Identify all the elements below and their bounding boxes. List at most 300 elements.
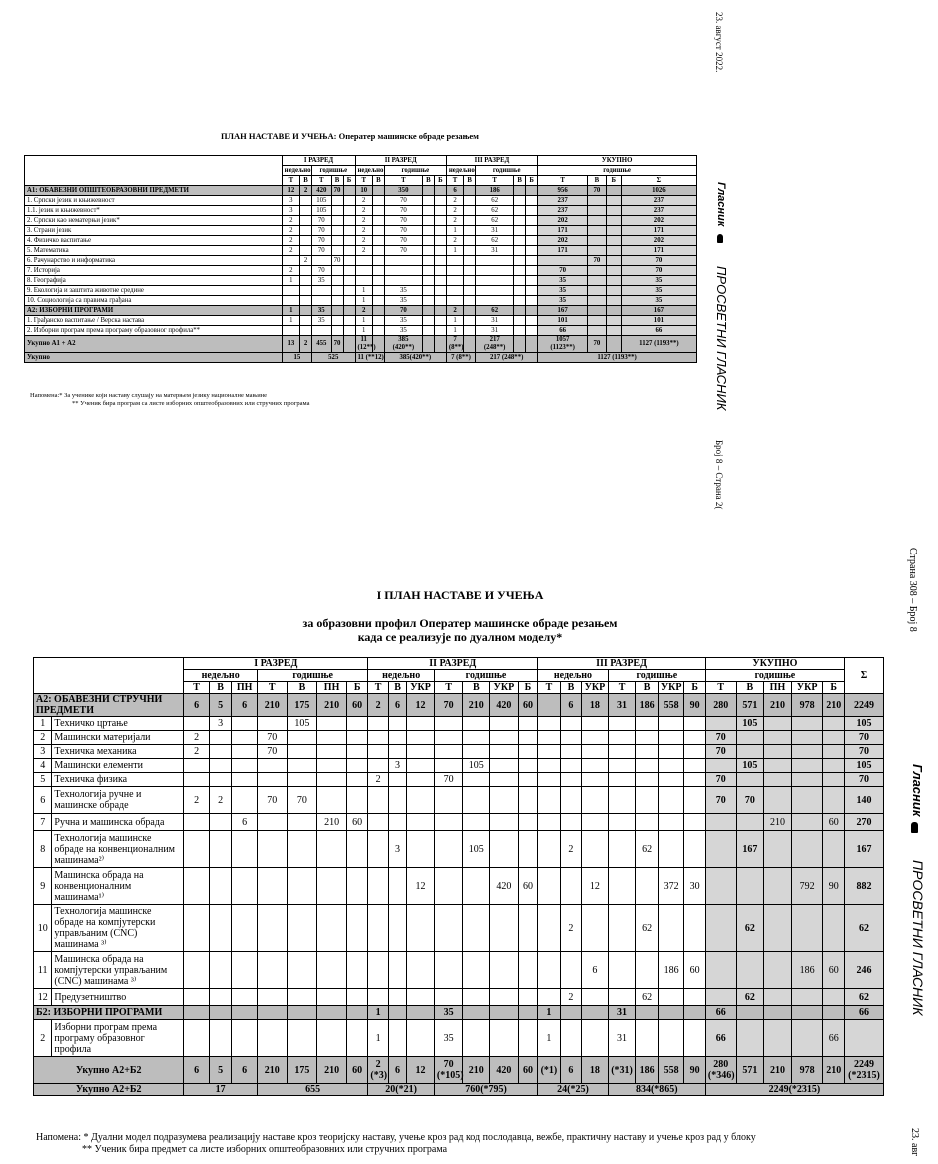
cell-value xyxy=(588,306,606,316)
cell-value xyxy=(588,246,606,256)
total-value: 15 xyxy=(282,353,311,363)
cell-value xyxy=(606,266,621,276)
header-row xyxy=(25,156,697,166)
total-value: 60 xyxy=(346,1057,367,1084)
cell-value xyxy=(463,773,490,787)
total-value: 1057 (1123**) xyxy=(538,336,588,353)
cell-value: 2 xyxy=(282,216,299,226)
cell-value: 35 xyxy=(538,276,588,286)
header-col: Т xyxy=(476,176,514,186)
cell-value xyxy=(791,787,823,814)
cell-value xyxy=(388,745,406,759)
cell-value xyxy=(300,196,312,206)
cell-value: 105 xyxy=(287,717,317,731)
footnotes-bottom xyxy=(36,1132,756,1156)
cell-value xyxy=(257,831,287,868)
total-value: 525 xyxy=(312,353,356,363)
total-value: 70 (*105) xyxy=(434,1057,463,1084)
cell-value: 6 xyxy=(232,694,258,717)
cell-value: 1 xyxy=(368,1020,388,1057)
cell-value xyxy=(287,773,317,787)
cell-value xyxy=(658,787,684,814)
cell-value xyxy=(232,1020,258,1057)
cell-value: 62 xyxy=(844,989,883,1006)
cell-value xyxy=(446,286,463,296)
total-row xyxy=(34,1084,884,1096)
header-sigma: Σ xyxy=(844,658,883,694)
total-value: 217 (248**) xyxy=(476,353,538,363)
cell-value xyxy=(331,196,343,206)
cell-value xyxy=(434,306,446,316)
cell-value xyxy=(684,759,706,773)
total-value xyxy=(343,336,355,353)
cell-value xyxy=(490,717,519,731)
cell-value: 2 xyxy=(209,787,231,814)
cell-value xyxy=(490,814,519,831)
cell-value xyxy=(764,773,792,787)
cell-value xyxy=(407,717,435,731)
cell-value xyxy=(463,717,490,731)
cell-value xyxy=(407,731,435,745)
footnotes-top xyxy=(30,392,310,408)
cell-value xyxy=(209,731,231,745)
cell-value: 105 xyxy=(312,206,332,216)
plan-title-bottom: I ПЛАН НАСТАВЕ И УЧЕЊА xyxy=(376,588,544,602)
cell-value xyxy=(582,905,609,952)
cell-value xyxy=(434,276,446,286)
subject-name: 9. Екологија и заштита животне средине xyxy=(25,286,283,296)
total-value: 655 xyxy=(257,1084,367,1096)
cell-value xyxy=(476,266,514,276)
cell-value xyxy=(343,286,355,296)
cell-value xyxy=(257,989,287,1006)
cell-value xyxy=(372,286,384,296)
cell-value: 202 xyxy=(538,216,588,226)
cell-value xyxy=(346,905,367,952)
cell-value xyxy=(317,868,347,905)
table-row xyxy=(25,316,697,326)
cell-value xyxy=(538,256,588,266)
cell-value xyxy=(407,1020,435,1057)
cell-value: 571 xyxy=(736,694,764,717)
cell-value: 6 xyxy=(560,694,581,717)
cell-value: 956 xyxy=(538,186,588,196)
cell-value xyxy=(514,186,526,196)
cell-value xyxy=(257,717,287,731)
row-number: 12 xyxy=(34,989,52,1006)
cell-value xyxy=(705,989,736,1006)
cell-value xyxy=(346,831,367,868)
total-value: 6 xyxy=(184,1057,210,1084)
header-col: УКР xyxy=(582,682,609,694)
cell-value xyxy=(388,717,406,731)
cell-value xyxy=(282,296,299,306)
cell-value xyxy=(490,989,519,1006)
cell-value xyxy=(300,296,312,306)
cell-value: 105 xyxy=(736,717,764,731)
cell-value xyxy=(422,186,434,196)
cell-value xyxy=(434,731,463,745)
cell-value xyxy=(514,296,526,306)
cell-value: 2 xyxy=(446,306,463,316)
cell-value xyxy=(446,296,463,306)
cell-value xyxy=(346,773,367,787)
header-grade-1: I РАЗРЕД xyxy=(184,658,368,670)
cell-value xyxy=(560,787,581,814)
cell-value xyxy=(636,814,658,831)
cell-value xyxy=(684,787,706,814)
total-value: 455 xyxy=(312,336,332,353)
cell-value: 202 xyxy=(621,216,696,226)
header-col: Б xyxy=(434,176,446,186)
cell-value xyxy=(422,326,434,336)
cell-value xyxy=(257,1006,287,1020)
cell-value: 171 xyxy=(538,246,588,256)
header-col: Т xyxy=(184,682,210,694)
cell-value xyxy=(791,745,823,759)
cell-value xyxy=(463,745,490,759)
row-number: 10 xyxy=(34,905,52,952)
cell-value xyxy=(490,787,519,814)
total-value: 11 (**12) xyxy=(355,353,384,363)
cell-value xyxy=(791,759,823,773)
cell-value: 31 xyxy=(476,246,514,256)
total-value: 6 xyxy=(388,1057,406,1084)
cell-value xyxy=(317,773,347,787)
cell-value: 3 xyxy=(388,831,406,868)
cell-value xyxy=(434,868,463,905)
cell-value: 210 xyxy=(463,694,490,717)
cell-value: 186 xyxy=(476,186,514,196)
cell-value xyxy=(476,276,514,286)
cell-value xyxy=(705,831,736,868)
cell-value xyxy=(372,316,384,326)
crest-icon xyxy=(717,234,723,243)
header-col: В xyxy=(560,682,581,694)
cell-value: 66 xyxy=(538,326,588,336)
cell-value: 2249 xyxy=(844,694,883,717)
subject-name: Изборни програм према програму образовног профила xyxy=(52,1020,184,1057)
cell-value xyxy=(422,246,434,256)
cell-value xyxy=(791,717,823,731)
cell-value xyxy=(606,236,621,246)
cell-value: 35 xyxy=(434,1006,463,1020)
cell-value xyxy=(606,246,621,256)
cell-value xyxy=(232,731,258,745)
cell-value xyxy=(464,316,476,326)
cell-value: 90 xyxy=(684,694,706,717)
header-subject xyxy=(25,156,283,186)
cell-value: 62 xyxy=(636,905,658,952)
cell-value: 70 xyxy=(736,787,764,814)
cell-value xyxy=(434,326,446,336)
header-col: В xyxy=(514,176,526,186)
cell-value xyxy=(518,731,538,745)
cell-value xyxy=(300,246,312,256)
cell-value xyxy=(476,296,514,306)
cell-value xyxy=(388,989,406,1006)
subject-name: Машинска обрада на компјутерски управљаним (CNC) машинама ³⁾ xyxy=(52,952,184,989)
header-col: В xyxy=(588,176,606,186)
side-publication-top: ПРОСВЕТНИ ГЛАСНИК xyxy=(714,266,729,411)
cell-value: 60 xyxy=(346,814,367,831)
total-value: 280 (*346) xyxy=(705,1057,736,1084)
cell-value xyxy=(312,286,332,296)
cell-value: 62 xyxy=(636,989,658,1006)
cell-value xyxy=(582,759,609,773)
cell-value: 70 xyxy=(434,694,463,717)
header-yearly: годишње xyxy=(312,166,356,176)
table-row xyxy=(25,216,697,226)
cell-value xyxy=(434,952,463,989)
row-number: 8 xyxy=(34,831,52,868)
cell-value xyxy=(346,1006,367,1020)
cell-value xyxy=(582,787,609,814)
cell-value xyxy=(606,296,621,306)
cell-value: 882 xyxy=(844,868,883,905)
cell-value xyxy=(232,868,258,905)
cell-value: 1 xyxy=(446,316,463,326)
cell-value xyxy=(608,989,636,1006)
total-value: 6 xyxy=(560,1057,581,1084)
cell-value xyxy=(464,186,476,196)
cell-value xyxy=(606,186,621,196)
table-row xyxy=(34,1006,884,1020)
cell-value: 237 xyxy=(621,196,696,206)
cell-value xyxy=(346,952,367,989)
cell-value xyxy=(331,226,343,236)
cell-value xyxy=(384,266,422,276)
cell-value: 2 xyxy=(355,226,372,236)
cell-value: 12 xyxy=(407,868,435,905)
total-value: 11 (12**) xyxy=(355,336,372,353)
cell-value xyxy=(518,952,538,989)
cell-value xyxy=(608,905,636,952)
cell-value xyxy=(844,1020,883,1057)
cell-value xyxy=(764,1020,792,1057)
cell-value: 66 xyxy=(705,1020,736,1057)
cell-value xyxy=(588,326,606,336)
table-row xyxy=(34,787,884,814)
cell-value xyxy=(257,773,287,787)
cell-value xyxy=(209,1006,231,1020)
cell-value xyxy=(388,1006,406,1020)
cell-value: 70 xyxy=(384,196,422,206)
cell-value xyxy=(823,989,844,1006)
cell-value: 2 xyxy=(446,196,463,206)
table-row xyxy=(34,952,884,989)
cell-value: 171 xyxy=(621,226,696,236)
row-number: 9 xyxy=(34,868,52,905)
cell-value xyxy=(464,216,476,226)
cell-value xyxy=(636,952,658,989)
cell-value xyxy=(257,905,287,952)
cell-value xyxy=(490,731,519,745)
header-subject xyxy=(34,658,184,694)
cell-value: 2 xyxy=(355,306,372,316)
cell-value xyxy=(490,831,519,868)
cell-value xyxy=(317,1020,347,1057)
cell-value xyxy=(434,905,463,952)
cell-value xyxy=(317,952,347,989)
total-value: 571 xyxy=(736,1057,764,1084)
cell-value: 70 xyxy=(287,787,317,814)
subject-name: 1.1. језик и књижевност* xyxy=(25,206,283,216)
cell-value xyxy=(287,731,317,745)
cell-value xyxy=(636,1006,658,1020)
cell-value xyxy=(368,717,388,731)
cell-value xyxy=(538,787,560,814)
cell-value: 105 xyxy=(463,759,490,773)
cell-value xyxy=(209,831,231,868)
cell-value: 2 xyxy=(446,236,463,246)
cell-value xyxy=(560,717,581,731)
row-number: 11 xyxy=(34,952,52,989)
cell-value xyxy=(209,759,231,773)
cell-value xyxy=(209,773,231,787)
cell-value xyxy=(526,246,538,256)
cell-value xyxy=(355,256,372,266)
cell-value xyxy=(463,1020,490,1057)
cell-value xyxy=(463,952,490,989)
header-col: В xyxy=(209,682,231,694)
cell-value xyxy=(464,246,476,256)
table-row xyxy=(25,266,697,276)
cell-value xyxy=(388,773,406,787)
cell-value xyxy=(300,286,312,296)
cell-value xyxy=(823,831,844,868)
cell-value xyxy=(608,745,636,759)
cell-value xyxy=(209,868,231,905)
cell-value: 30 xyxy=(684,868,706,905)
cell-value xyxy=(463,814,490,831)
cell-value xyxy=(791,989,823,1006)
cell-value: 35 xyxy=(384,326,422,336)
cell-value xyxy=(608,759,636,773)
cell-value xyxy=(658,731,684,745)
total-value: 17 xyxy=(184,1084,258,1096)
cell-value xyxy=(636,759,658,773)
cell-value xyxy=(434,236,446,246)
cell-value xyxy=(388,814,406,831)
cell-value xyxy=(526,276,538,286)
subject-name: Машински елементи xyxy=(52,759,184,773)
cell-value xyxy=(582,814,609,831)
header-col: В xyxy=(736,682,764,694)
total-value: 210 xyxy=(764,1057,792,1084)
cell-value xyxy=(823,759,844,773)
cell-value xyxy=(331,246,343,256)
cell-value xyxy=(300,326,312,336)
side-page-bottom: Страна 308 – Број 8 xyxy=(907,548,918,632)
table-row xyxy=(34,759,884,773)
cell-value xyxy=(526,226,538,236)
cell-value: 6 xyxy=(582,952,609,989)
cell-value xyxy=(791,814,823,831)
cell-value xyxy=(287,905,317,952)
cell-value: 167 xyxy=(844,831,883,868)
cell-value: 70 xyxy=(384,306,422,316)
cell-value: 105 xyxy=(844,717,883,731)
total-value xyxy=(514,336,526,353)
cell-value: 35 xyxy=(312,276,332,286)
cell-value xyxy=(331,206,343,216)
cell-value xyxy=(317,745,347,759)
cell-value xyxy=(606,256,621,266)
header-grade-3: III РАЗРЕД xyxy=(446,156,537,166)
cell-value xyxy=(490,745,519,759)
cell-value xyxy=(518,773,538,787)
table-row xyxy=(34,905,884,952)
cell-value xyxy=(368,905,388,952)
cell-value xyxy=(300,226,312,236)
cell-value xyxy=(514,286,526,296)
cell-value xyxy=(287,1020,317,1057)
cell-value xyxy=(331,266,343,276)
cell-value xyxy=(300,206,312,216)
cell-value xyxy=(684,745,706,759)
cell-value xyxy=(434,206,446,216)
cell-value xyxy=(606,196,621,206)
cell-value xyxy=(560,745,581,759)
cell-value: 70 xyxy=(705,773,736,787)
cell-value xyxy=(658,759,684,773)
header-col: ПН xyxy=(764,682,792,694)
cell-value xyxy=(368,952,388,989)
cell-value: 70 xyxy=(588,186,606,196)
cell-value xyxy=(317,831,347,868)
cell-value xyxy=(791,1020,823,1057)
cell-value xyxy=(736,1006,764,1020)
cell-value: 70 xyxy=(844,745,883,759)
header-col: Б xyxy=(518,682,538,694)
cell-value xyxy=(232,952,258,989)
row-number: 2 xyxy=(34,1020,52,1057)
cell-value: 6 xyxy=(446,186,463,196)
cell-value: 2 xyxy=(282,226,299,236)
cell-value xyxy=(422,316,434,326)
cell-value xyxy=(464,326,476,336)
cell-value xyxy=(684,814,706,831)
cell-value: 2 xyxy=(184,787,210,814)
cell-value xyxy=(791,905,823,952)
cell-value xyxy=(331,286,343,296)
cell-value: 167 xyxy=(538,306,588,316)
total-value: 420 xyxy=(490,1057,519,1084)
cell-value xyxy=(518,745,538,759)
cell-value: 12 xyxy=(582,868,609,905)
cell-value: 35 xyxy=(621,286,696,296)
cell-value xyxy=(346,1020,367,1057)
cell-value: 31 xyxy=(476,316,514,326)
subject-name: 1. Грађанско васпитање / Верска настава xyxy=(25,316,283,326)
cell-value xyxy=(355,276,372,286)
cell-value: 2 xyxy=(355,216,372,226)
cell-value xyxy=(209,1020,231,1057)
header-yearly: годишње xyxy=(476,166,538,176)
header-col: Б xyxy=(346,682,367,694)
cell-value: 186 xyxy=(791,952,823,989)
cell-value xyxy=(434,316,446,326)
cell-value: 2 xyxy=(300,186,312,196)
cell-value: 175 xyxy=(287,694,317,717)
total-row xyxy=(34,1057,884,1084)
header-col: УКР xyxy=(791,682,823,694)
total-value: 5 xyxy=(209,1057,231,1084)
total-value: 2249 (*2315) xyxy=(844,1057,883,1084)
cell-value xyxy=(588,216,606,226)
cell-value: 60 xyxy=(823,814,844,831)
